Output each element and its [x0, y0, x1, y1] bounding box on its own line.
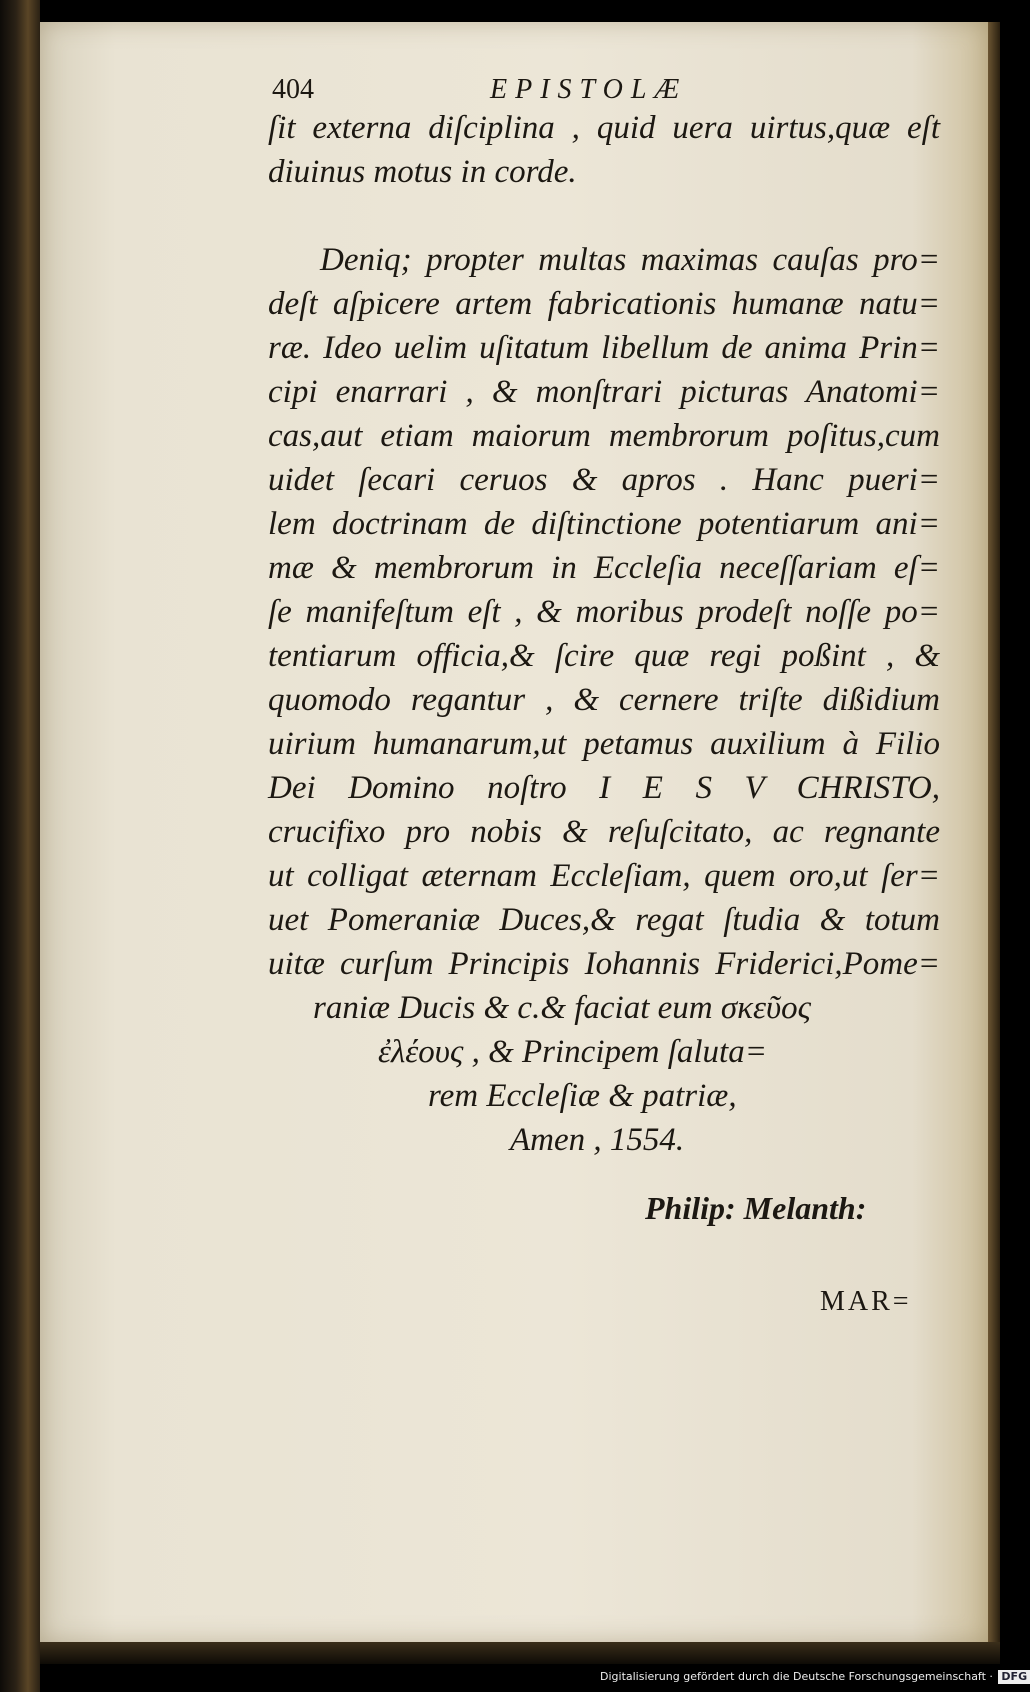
text-line: tentiarum officia,& ſcire quæ regi poßint , & — [268, 638, 940, 674]
text-block-main — [268, 238, 940, 986]
catchword: MAR= — [820, 1286, 912, 1317]
text-line: cipi enarrari , & monſtrari picturas Anatomi= — [268, 374, 940, 410]
page-bottom-edge — [40, 1642, 1000, 1664]
text-line: Deniq; propter multas maximas cauſas pro= — [320, 242, 940, 278]
text-line: rem Eccleſiæ & patriæ, — [428, 1078, 737, 1114]
text-line: cas,aut etiam maiorum membrorum poſitus,cum — [268, 418, 940, 454]
book-spine — [0, 0, 40, 1692]
page-fore-edge — [988, 22, 1000, 1642]
dfg-logo: DFG — [998, 1670, 1030, 1684]
text-line: ut colligat æternam Eccleſiam, quem oro,ut ſer= — [268, 858, 940, 894]
digitization-credit — [600, 1666, 1028, 1688]
text-line: uirium humanarum,ut petamus auxilium à Filio — [268, 726, 940, 762]
text-line: deſt aſpicere artem fabricationis humanæ natu= — [268, 286, 940, 322]
text-line: raniæ Ducis & c.& faciat eum σκεῦος — [313, 990, 812, 1026]
text-line: ἐλέους , & Principem ſaluta= — [378, 1034, 767, 1070]
text-block-top — [268, 106, 940, 194]
page-number: 404 — [272, 74, 314, 105]
credit-text: Digitalisierung gefördert durch die Deutsche Forschungsgemeinschaft · — [600, 1670, 993, 1683]
text-line: uitæ curſum Principis Iohannis Friderici,Pome= — [268, 946, 940, 982]
text-line: uidet ſecari ceruos & apros . Hanc pueri= — [268, 462, 940, 498]
text-line: Dei Domino noſtro I E S V CHRISTO, — [268, 770, 940, 806]
text-line: crucifixo pro nobis & reſuſcitato, ac regnante — [268, 814, 940, 850]
text-line: mæ & membrorum in Eccleſia neceſſariam eſ= — [268, 550, 940, 586]
running-title: EPISTOLÆ — [490, 74, 688, 105]
text-line: ræ. Ideo uelim uſitatum libellum de anima Prin= — [268, 330, 940, 366]
text-line: quomodo regantur , & cernere triſte dißidium — [268, 682, 940, 718]
text-line: uet Pomeraniæ Duces,& regat ſtudia & totum — [268, 902, 940, 938]
text-line: diuinus motus in corde. — [268, 154, 577, 190]
text-line: ſit externa diſciplina , quid uera uirtus,quæ eſt — [268, 110, 940, 146]
text-line: Amen , 1554. — [510, 1122, 685, 1158]
text-line: ſe manifeſtum eſt , & moribus prodeſt noſſe po= — [268, 594, 940, 630]
signature: Philip: Melanth: — [645, 1190, 867, 1226]
text-line: lem doctrinam de diſtinctione potentiarum ani= — [268, 506, 940, 542]
